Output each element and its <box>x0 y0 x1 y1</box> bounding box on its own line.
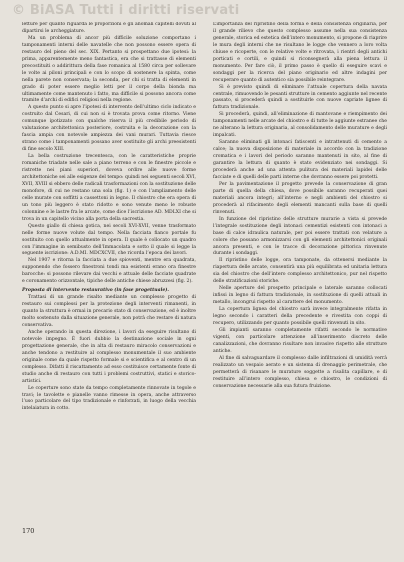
paragraph: La bella costruzione trecentesca, con le caratteristiche proprie romaniche triadate nelle sale a piano terreno e con le finestre piccole e ristrette nei piani superiori, doveva ordire alle nuove forme architettoniche sei alle esigenze del tempo: quindi nei seguenti secoli XVI, XVII, XVIII si ebbero delle radicali trasformazioni con la sostituzione delle monofore, di cui ne restano una sola (fig. 1) e con l’ampliamento delle celle murate con soffitti a cassettoni in legno. Il chiostro che era opera di un tono più leggero è stato ridotto e sono venute meno le robuste colonnine e le lastre fra le arcate, come dice l’iscrizione AD. MDLXI che si trova in un capitello vicino alla porta della sacrestia. <box>22 154 196 222</box>
paragraph: Nel 1907 e ritorna la facciata a due spioventi, mentre era quadrata, supponendo che fossero finestroni tondi ma esistenti erano ora finestre barocche: si possono rilevare dai vecchi e attuale delle facciate quadrate e coronamento orizzontale, tipiche delle antiche chiese abruzzesi (fig. 2). <box>22 258 196 285</box>
paragraph: Saranno eliminati gli intonaci fatiscenti e intrattenuti di cemento a calce; la nuova disposizione di materiale in accordo con la tradizione cromatica e i lavori del periodo saranno mantenuti in sito, al fine di garantire la lettura di quanto è stato evidenziato nei sondaggi. Si procederà anche ad una attenta pulitura dei materiali lapidei delle facciate e di quelli delle parti interne che dovranno essere poi protetti. <box>213 140 387 180</box>
paragraph: Il ripristino delle logge, ora tamponate, da ottenersi mediante la riapertura delle arcate, consentirà una più equilibrata ed unitaria lettura sia del chiostro che dell’intero complesso architettonico, pur nel rispetto delle stratificazioni storiche. <box>213 258 387 285</box>
paragraph: Nelle aperture del prospetto principale e laterale saranno collocati infissi in legno di fattura tradizionale, in sostituzione di quelli attuali in metallo, incongrui rispetto al carattere del monumento. <box>213 286 387 306</box>
paragraph: La copertura lignea del chiostro sarà invece integralmente rifatta in legno secondo i caratteri della precedente e rivestita con coppi di recupero, utilizzando per quanto possibile quelli rinvenuti in sito. <box>213 307 387 326</box>
paragraph: Le coperture sono state da tempo completamente rinnovate in tegole e travi; le tavolette e pianelle vanno rimesse in opera, anche attraverso l’uso particolare del tipo tradizionale e rinforzati, in luogo della vecchia intelaiatura in cotto. <box>22 385 196 412</box>
left-text-column <box>22 22 196 524</box>
paragraph: Gli impianti saranno completamente rifatti secondo le normative vigenti, con particolare attenzione all’inserimento discreto delle canalizzazioni, che dovranno risultare non invasive rispetto alle strutture antiche. <box>213 327 387 354</box>
paragraph: L’importanza del ripristino della forma e della consistenza originaria, per il grande rilievo che questo complesso assume nella sua consistenza generale, storica ed estetica dell’intero monumento, si propone di riaprire le mura degli interni che ne risultano le logge che vennero a loro volta chiuse e ricoperte, con le relative volte e ritrovata, i rientri degli antichi porticati e cortili, e quindi si riconsegnerà alla piena lettura il monumento. Per fare ciò, il primo passo è quello di eseguire scavi e sondaggi per la ricerca del piano originario ed altre indagini per recuperare quanto di autentico sia possibile reintegrare. <box>213 22 387 83</box>
paragraph: Anche operando in questa direzione, i lavori da eseguire risultano di notevole impegno. È fuori dubbio la destinazione sociale in ogni progettazione generale, che in alta di restauro miracolo conservazioni e anche tendono a restituire al complesso monumentale il suo ambiente originale come da quale rispetto formale si e scientifica e al centro di un complesso. Difatti il riscattamento ad esso costituisce certamente fonte di studio anche di restauro con tutti i problemi costruttivi, statici e storico-artistici. <box>22 329 196 384</box>
paragraph: In funzione del ripristino delle strutture murarie a vista si prevede l’integrale sostituzione degli intonaci cementizi esistenti con intonaci a base di calce idraulica naturale, per poi essere trattati con velature a colore che possano armonizzarsi con gli elementi architettonici originali ancora presenti, e con le tracce di decorazione pittorica rinvenute durante i sondaggi. <box>213 216 387 257</box>
right-text-column <box>213 22 387 562</box>
paragraph: Si è previsto quindi di eliminare l’attuale copertura della navata centrale, rimuovendo le pesanti strutture in cemento aggiunte nel recente passato, si procederà quindi a sostituirle con nuove capriate lignee di fattura tradizionale. <box>213 84 387 111</box>
paragraph: Al fine di salvaguardare il complesso dalle infiltrazioni di umidità verrà realizzato un vespaio aerato e un sistema di drenaggio perimetrale, che permetterà di risanare le murature soggette a risalita capillare, e di restituire all’intero complesso, chiesa e chiostro, le condizioni di conservazione necessarie alla sua futura fruizione. <box>213 355 387 389</box>
paragraph: Per la pavimentazione il progetto prevede la conservazione di gran parte di quella della chiesa, dove possibile saranno recuperati quei materiali ancora integri; all’interno e negli ambienti del chiostro si procederà al rifacimento degli elementi mancanti sulla base di quelli rinvenuti. <box>213 181 387 215</box>
paragraph: Ma un problema di ancor più difficile soluzione comportano i tamponamenti interni delle navatelle che non possono essere opera di restauro del pieno del sec. XIX. Pertanto si prospettano due ipotesi: la prima, apparentemente meno fantastica, era che si trattasse di elementi precostituiti o addirittura della fase romanica al 1580 circa per sollevare le volte ai piloni principali e con lo scopo di sostenere la spinta, come nella parete non conservata; la seconda, per chi si tratta di elementi in grado di poter essere meglio letti per il corpo della bionda ma ultimamente come mantenuto i fatto, ma difficile si possono ancora come tramite d’archi di edifici religiosi nella regione. <box>22 35 196 104</box>
paragraph: Si procederà, quindi, all’eliminazione di mantovane e riempimento dei tamponamenti nelle arcate del chiostro e di tutte le aggiunte estranee che ne alterano la lettura originaria, al consolidamento delle murature e degli impalcati. <box>213 112 387 139</box>
section-heading: Proposta di intervento restaurativo (in fase progettuale). <box>22 288 170 294</box>
paragraph: Trattasi di un grande risalto mediante un complesso progetto di restauro sui complessi per la protezione degli interventi rimanenti, in quanto la struttura è ormai in precario stato di conservazione, ed è inoltre molto sostenuto dalla situazione generale, non potrà che restare di natura conservativa. <box>22 295 196 328</box>
page-number: 170 <box>22 527 35 535</box>
paragraph: A questo punto si apre l’ipotesi di intervento dell’ultimo ciclo indicato e costruito dal Cesari, di cui non si è trovata prova come ritorno. Viene comunque ipotizzato con qualche riserva il più credibile periodo di valutazione architettonica posteriore, costruita e la decorazione con la fascia ampia con notevole ampiezza dei vani murari. Tuttavia riesce strano come i tamponamenti possano aver sostituito gli archi preesistenti di fine secolo XIII. <box>22 105 196 153</box>
paragraph: Questo giallo di chiesa gotica, nei secoli XVI-XVII, venne trasformato nelle forme nuove volute dal tempo. Nella facciata fianco portale fu sostituito con quello attualmente in opera. Il quale è collocato un quadro con l’immagine in semibusto dell’Immacolata e sotto il quale si legge la seguente iscrizione: A.D.MI. MDCXCVII, che ricorda l’epoca dei lavori. <box>22 223 196 257</box>
paragraph: letture per quanto riguarda le proporzioni e gli anomali capitelli dovuti al dipartirsi le archeggiature. <box>22 22 196 34</box>
watermark: © BiASA Tutti i diritti riservati <box>12 3 240 18</box>
